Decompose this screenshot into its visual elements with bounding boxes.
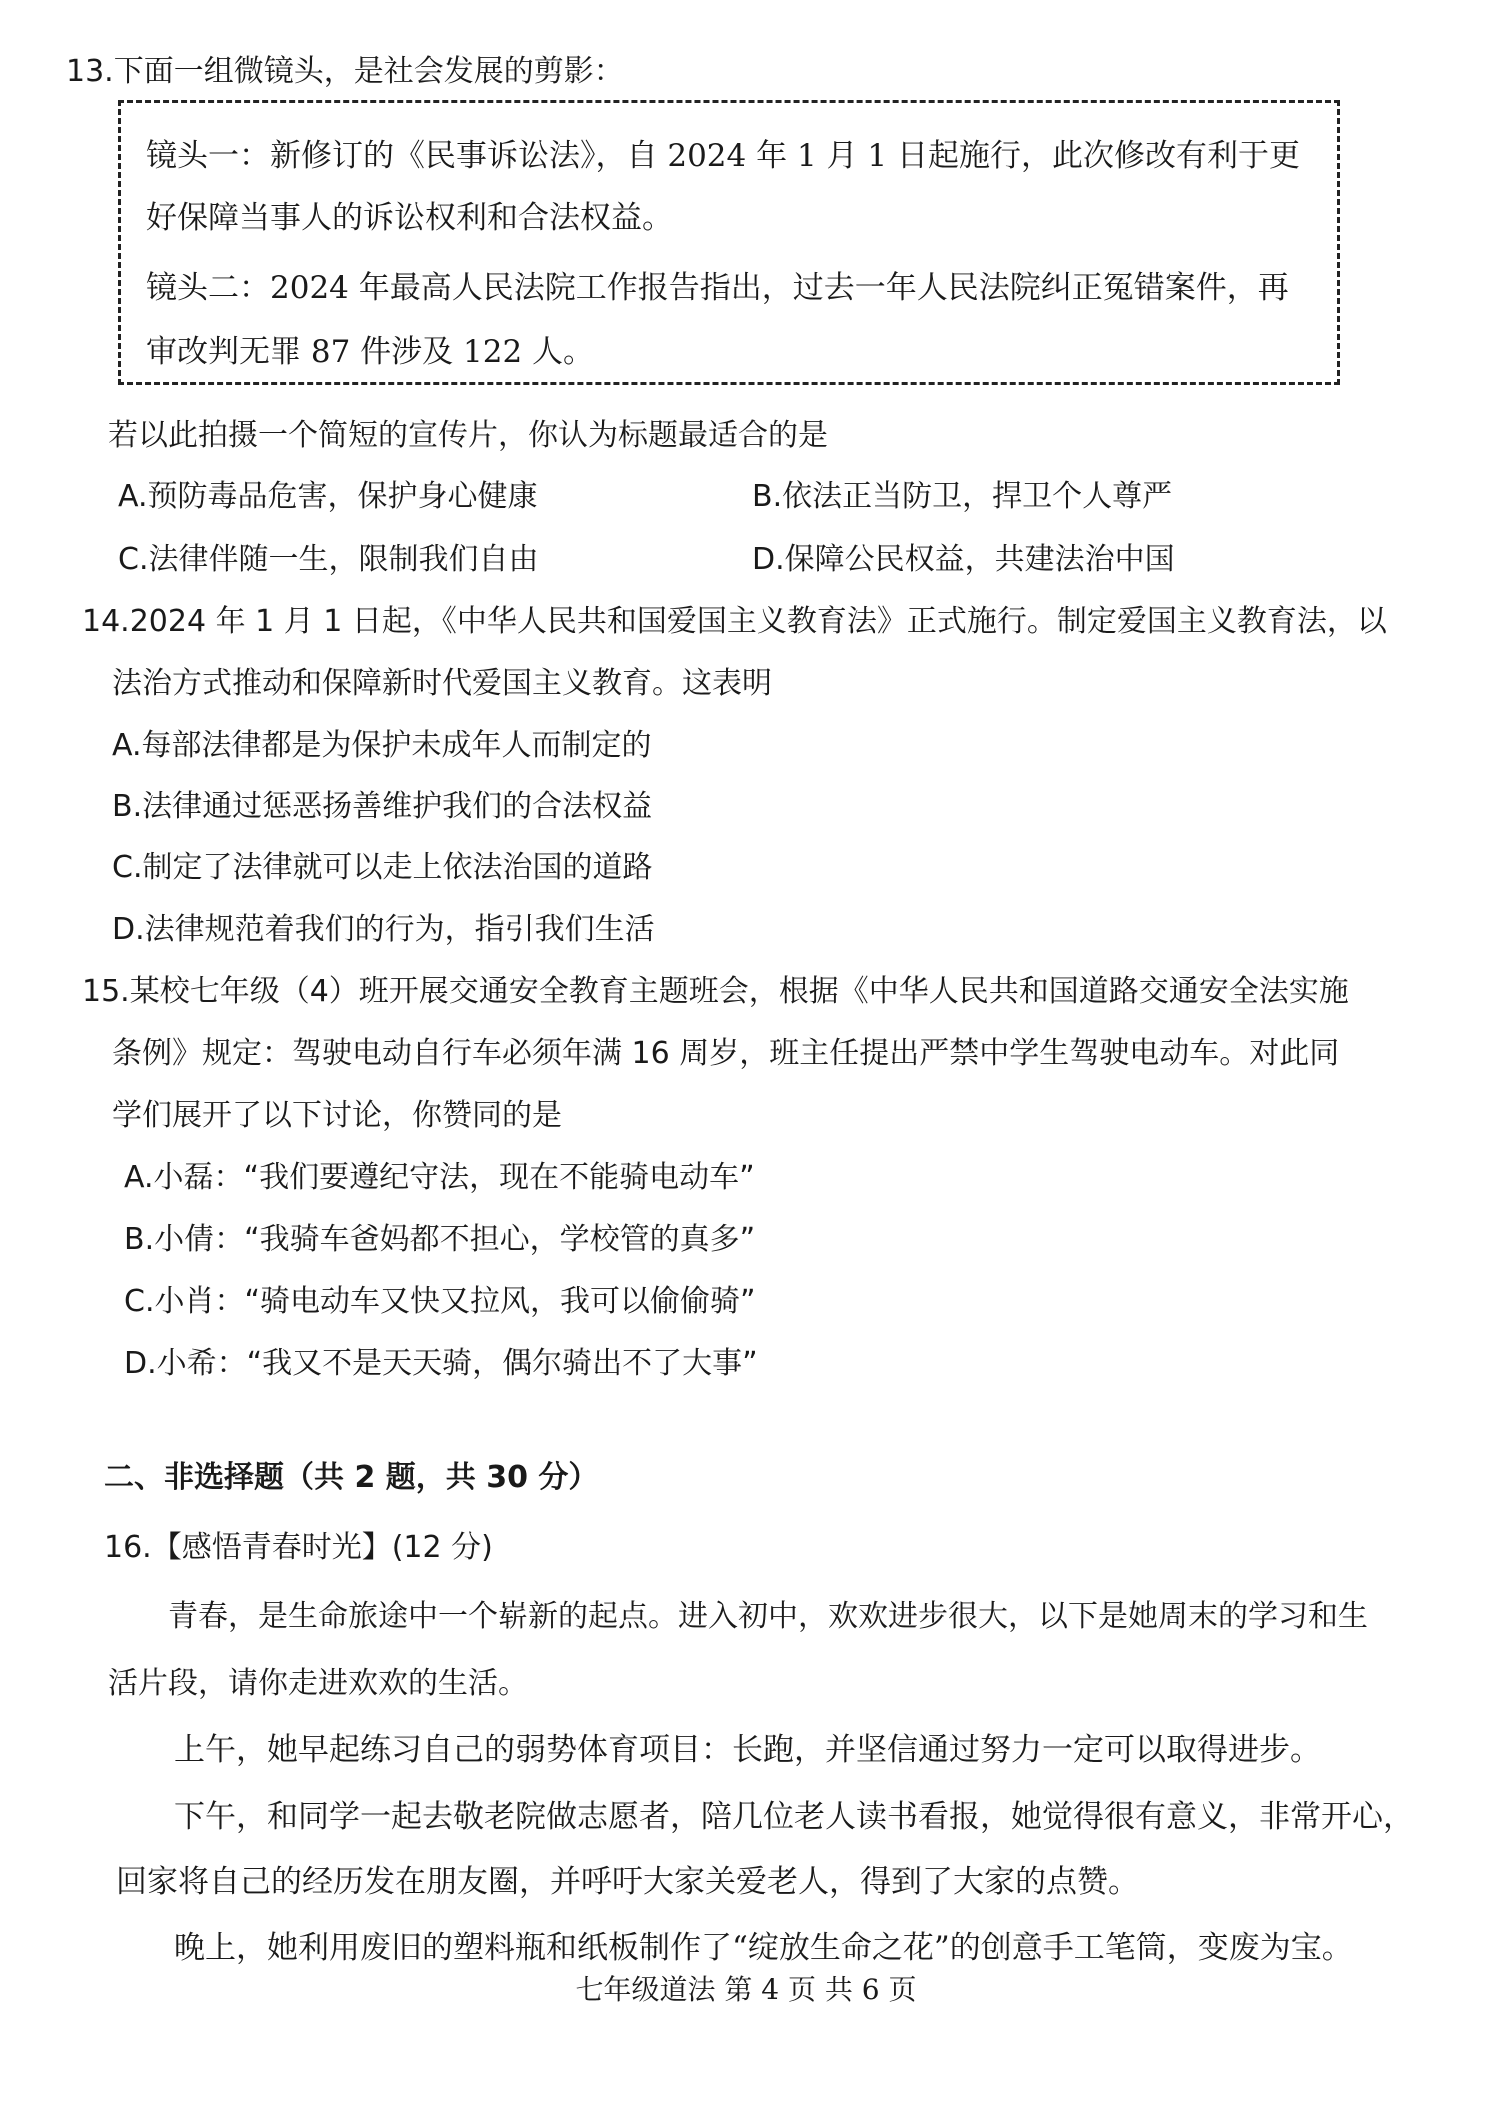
q13-stem: 13.下面一组微镜头，是社会发展的剪影： [66, 54, 624, 89]
q14-stem-line-1: 14.2024 年 1 月 1 日起，《中华人民共和国爱国主义教育法》正式施行。制定爱国主义教育法，以 [82, 604, 1387, 639]
q15-stem-line-1: 15.某校七年级（4）班开展交通安全教育主题班会，根据《中华人民共和国道路交通安全法实施 [82, 974, 1349, 1009]
q16-material-line-4: 晚上，她利用废旧的塑料瓶和纸板制作了“绽放生命之花”的创意手工笔筒，变废为宝。 [174, 1930, 1353, 1966]
q16-intro-line-1: 青春，是生命旅途中一个崭新的起点。进入初中，欢欢进步很大，以下是她周末的学习和生 [168, 1599, 1368, 1634]
q16-material-line-2: 下午，和同学一起去敬老院做志愿者，陪几位老人读书看报，她觉得很有意义，非常开心， [174, 1799, 1414, 1835]
q16-intro-line-2: 活片段，请你走进欢欢的生活。 [108, 1666, 528, 1701]
q15-option-b: B.小倩：“我骑车爸妈都不担心，学校管的真多” [124, 1222, 756, 1257]
q15-option-d: D.小希：“我又不是天天骑，偶尔骑出不了大事” [124, 1346, 758, 1381]
q14-option-a: A.每部法律都是为保护未成年人而制定的 [112, 728, 652, 763]
q13-option-d: D.保障公民权益，共建法治中国 [752, 542, 1175, 577]
q16-material-line-1: 上午，她早起练习自己的弱势体育项目：长跑，并坚信通过努力一定可以取得进步。 [174, 1732, 1321, 1768]
q13-box-line-2: 好保障当事人的诉讼权利和合法权益。 [146, 200, 673, 236]
q14-option-d: D.法律规范着我们的行为，指引我们生活 [112, 912, 655, 947]
q13-box-line-3: 镜头二：2024 年最高人民法院工作报告指出，过去一年人民法院纠正冤错案件，再 [146, 270, 1289, 306]
q13-option-c: C.法律伴随一生，限制我们自由 [118, 542, 539, 577]
q15-option-a: A.小磊：“我们要遵纪守法，现在不能骑电动车” [124, 1160, 755, 1195]
q14-option-b: B.法律通过惩恶扬善维护我们的合法权益 [112, 789, 653, 824]
q13-box-line-4: 审改判无罪 87 件涉及 122 人。 [146, 334, 595, 370]
section2-heading: 二、非选择题（共 2 题，共 30 分） [104, 1460, 599, 1495]
q16-material-line-3: 回家将自己的经历发在朋友圈，并呼吁大家关爱老人，得到了大家的点赞。 [116, 1864, 1139, 1900]
q16-title: 16.【感悟青春时光】(12 分) [104, 1530, 493, 1565]
q14-option-c: C.制定了法律就可以走上依法治国的道路 [112, 850, 653, 885]
q13-option-a: A.预防毒品危害，保护身心健康 [118, 479, 538, 514]
q15-option-c: C.小肖：“骑电动车又快又拉风，我可以偷偷骑” [124, 1284, 756, 1319]
q15-stem-line-2: 条例》规定：驾驶电动自行车必须年满 16 周岁，班主任提出严禁中学生驾驶电动车。对此同 [112, 1036, 1340, 1071]
q15-stem-line-3: 学们展开了以下讨论，你赞同的是 [112, 1098, 562, 1133]
q13-question: 若以此拍摄一个简短的宣传片，你认为标题最适合的是 [108, 418, 828, 453]
q14-stem-line-2: 法治方式推动和保障新时代爱国主义教育。这表明 [112, 666, 772, 701]
page-footer: 七年级道法 第 4 页 共 6 页 [575, 1973, 917, 2006]
q13-box-line-1: 镜头一：新修订的《民事诉讼法》，自 2024 年 1 月 1 日起施行，此次修改有利于更 [146, 138, 1300, 174]
q13-option-b: B.依法正当防卫，捍卫个人尊严 [752, 479, 1173, 514]
